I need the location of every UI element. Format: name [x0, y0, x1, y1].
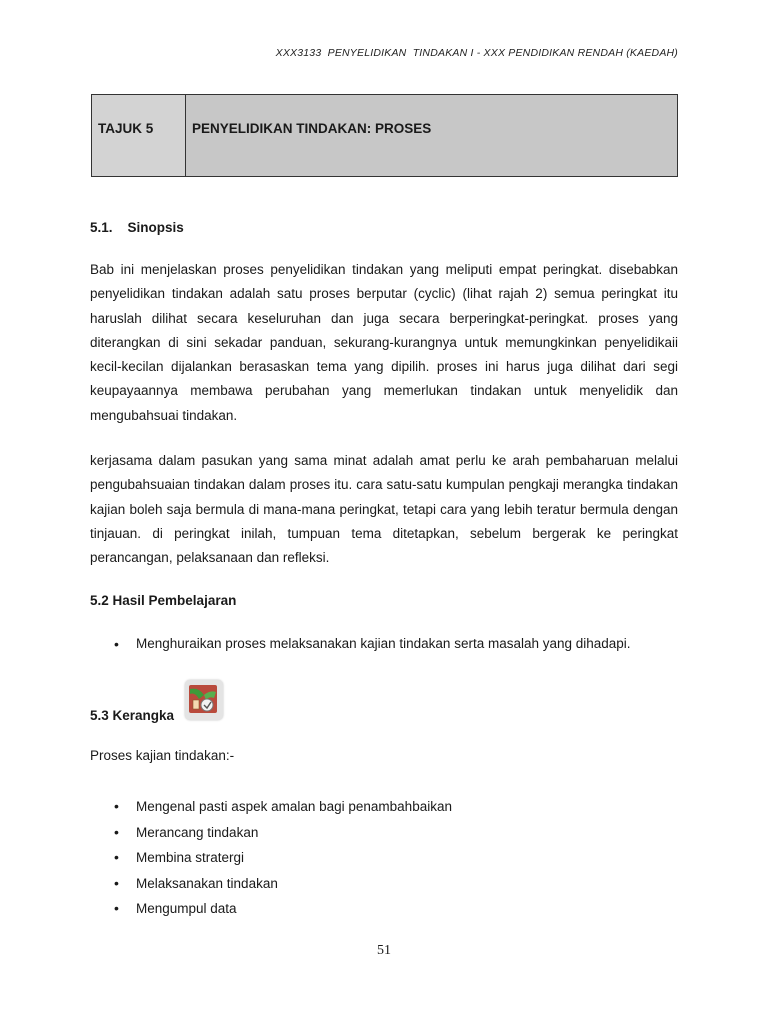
topic-number: TAJUK 5: [92, 95, 186, 176]
framework-diagram-icon[interactable]: [185, 680, 223, 720]
running-header: XXX3133 PENYELIDIKAN TINDAKAN I - XXX PENDIDIKAN RENDAH (KAEDAH): [275, 47, 678, 59]
synopsis-paragraph-2: kerjasama dalam pasukan yang sama minat adalah amat perlu ke arah pembaharuan melalui pengubahsuaian tindakan dalam proses itu. cara satu-satu kumpulan pengkaji merangka tindakan kajian boleh saja bermula di mana-mana peringkat, tetapi cara yang lebih teratur bermula dengan tinjauan. di peringkat inilah, tumpuan tema ditetapkan, sebelum bergerak ke peringkat perancangan, pelaksanaan dan refleksi.: [90, 453, 678, 566]
list-item: • Merancang tindakan: [90, 820, 452, 846]
list-item: • Mengenal pasti aspek amalan bagi penambahbaikan: [90, 794, 452, 820]
list-item: • Menghuraikan proses melaksanakan kajian tindakan serta masalah yang dihadapi.: [90, 636, 631, 651]
page-number: 51: [377, 943, 391, 958]
topic-title: PENYELIDIKAN TINDAKAN: PROSES: [192, 121, 432, 136]
synopsis-heading-title: Sinopsis: [127, 220, 184, 235]
outcomes-heading: 5.2 Hasil Pembelajaran: [90, 593, 237, 608]
list-item: • Membina stratergi: [90, 845, 452, 871]
topic-box: [91, 94, 678, 177]
synopsis-heading: [90, 220, 184, 235]
framework-heading: 5.3 Kerangka: [90, 708, 175, 723]
framework-diagram-graphic: [185, 680, 223, 720]
outcomes-list: [90, 636, 631, 651]
framework-intro: Proses kajian tindakan:-: [90, 748, 235, 763]
list-item: • Mengumpul data: [90, 896, 452, 922]
list-item: • Melaksanakan tindakan: [90, 871, 452, 897]
framework-list: [90, 794, 452, 922]
synopsis-heading-number: 5.1.: [90, 220, 113, 235]
synopsis-paragraph-1: Bab ini menjelaskan proses penyelidikan tindakan yang meliputi empat peringkat. disebabkan penyelidikan tindakan adalah satu proses berputar (cyclic) (lihat rajah 2) semua peringkat itu haruslah dilihat secara keseluruhan dan juga secara berperingkat-peringkat. proses yang diterangkan di sini sekadar panduan, sekurang-kurangnya untuk memungkinkan penyelidikaii kecil-kecilan dijalankan berasaskan tema yang dipilih. proses ini harus juga dilihat dari segi keupayaannya membawa perubahan yang memerlukan tindakan untuk menyelidik dan mengubahsuai tindakan.: [90, 262, 678, 423]
